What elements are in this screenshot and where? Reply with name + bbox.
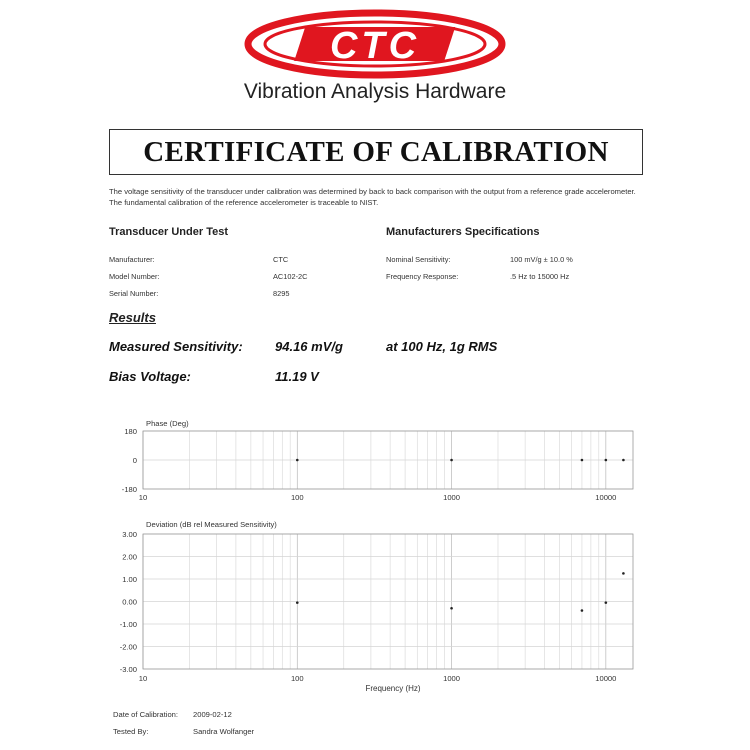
measured-sensitivity-label: Measured Sensitivity: — [109, 339, 243, 354]
frequency-response-label: Frequency Response: — [386, 272, 459, 281]
nominal-sensitivity-label: Nominal Sensitivity: — [386, 255, 451, 264]
deviation-x-axis-label: Frequency (Hz) — [365, 684, 421, 693]
tagline: Vibration Analysis Hardware — [243, 80, 507, 103]
deviation-data-point — [622, 572, 625, 575]
intro-text: The voltage sensitivity of the transducer under calibration was determined by back to back comparison with the output from a reference grade accelerometer. The fundamental calibration of the reference accelerometer is traceable to NIST. — [109, 187, 636, 207]
phase-x-tick-label: 10 — [138, 493, 148, 502]
deviation-x-tick-label: 100 — [290, 674, 304, 683]
results-heading: Results — [109, 310, 156, 325]
logo-text: CTC — [329, 25, 421, 67]
date-label: Date of Calibration: — [113, 710, 179, 719]
deviation-chart — [120, 520, 633, 693]
deviation-y-tick-label: 1.00 — [122, 575, 137, 584]
deviation-chart-title: Deviation (dB rel Measured Sensitivity) — [146, 520, 277, 529]
phase-data-point — [622, 459, 625, 462]
phase-data-point — [296, 459, 299, 462]
nominal-sensitivity-value: 100 mV/g ± 10.0 % — [510, 255, 573, 264]
manufacturer-value: CTC — [273, 255, 289, 264]
phase-x-tick-label: 10000 — [595, 493, 617, 502]
bias-voltage-value: 11.19 V — [275, 369, 319, 384]
phase-chart-title: Phase (Deg) — [146, 419, 189, 428]
phase-x-tick-label: 1000 — [443, 493, 461, 502]
phase-data-point — [450, 459, 453, 462]
deviation-y-tick-label: 0.00 — [122, 597, 137, 607]
tested-by-label: Tested By: — [113, 727, 149, 736]
deviation-y-tick-label: -1.00 — [119, 620, 137, 629]
deviation-data-point — [605, 601, 608, 604]
deviation-y-tick-label: 2.00 — [122, 552, 137, 562]
phase-y-tick-label: 180 — [124, 427, 137, 436]
deviation-x-tick-label: 1000 — [443, 674, 461, 683]
measured-sensitivity-condition: at 100 Hz, 1g RMS — [386, 339, 498, 354]
deviation-x-tick-label: 10 — [138, 674, 148, 683]
model-value: AC102-2C — [273, 272, 308, 281]
phase-y-tick-label: 0 — [132, 456, 137, 465]
phase-data-point — [581, 459, 584, 462]
bias-voltage-label: Bias Voltage: — [109, 369, 191, 384]
phase-y-tick-label: -180 — [121, 485, 137, 494]
certificate-title: CERTIFICATE OF CALIBRATION — [109, 129, 643, 175]
specs-heading: Manufacturers Specifications — [386, 226, 540, 238]
deviation-y-tick-label: -3.00 — [119, 665, 137, 674]
deviation-data-point — [450, 607, 453, 610]
measured-sensitivity-value: 94.16 mV/g — [275, 339, 343, 354]
phase-chart — [122, 419, 633, 502]
phase-data-point — [605, 459, 608, 462]
manufacturer-label: Manufacturer: — [109, 255, 155, 264]
deviation-x-tick-label: 10000 — [595, 674, 617, 683]
frequency-response-value: .5 Hz to 15000 Hz — [510, 272, 570, 281]
serial-value: 8295 — [273, 289, 290, 298]
deviation-y-tick-label: 3.00 — [122, 530, 137, 539]
model-label: Model Number: — [109, 272, 160, 281]
serial-label: Serial Number: — [109, 289, 159, 298]
deviation-y-tick-label: -2.00 — [119, 642, 137, 652]
phase-x-tick-label: 100 — [290, 493, 304, 502]
deviation-data-point — [296, 601, 299, 604]
date-value: 2009-02-12 — [193, 710, 232, 719]
tested-by-value: Sandra Wolfanger — [193, 727, 255, 736]
deviation-data-point — [581, 609, 584, 612]
transducer-heading: Transducer Under Test — [109, 226, 228, 238]
